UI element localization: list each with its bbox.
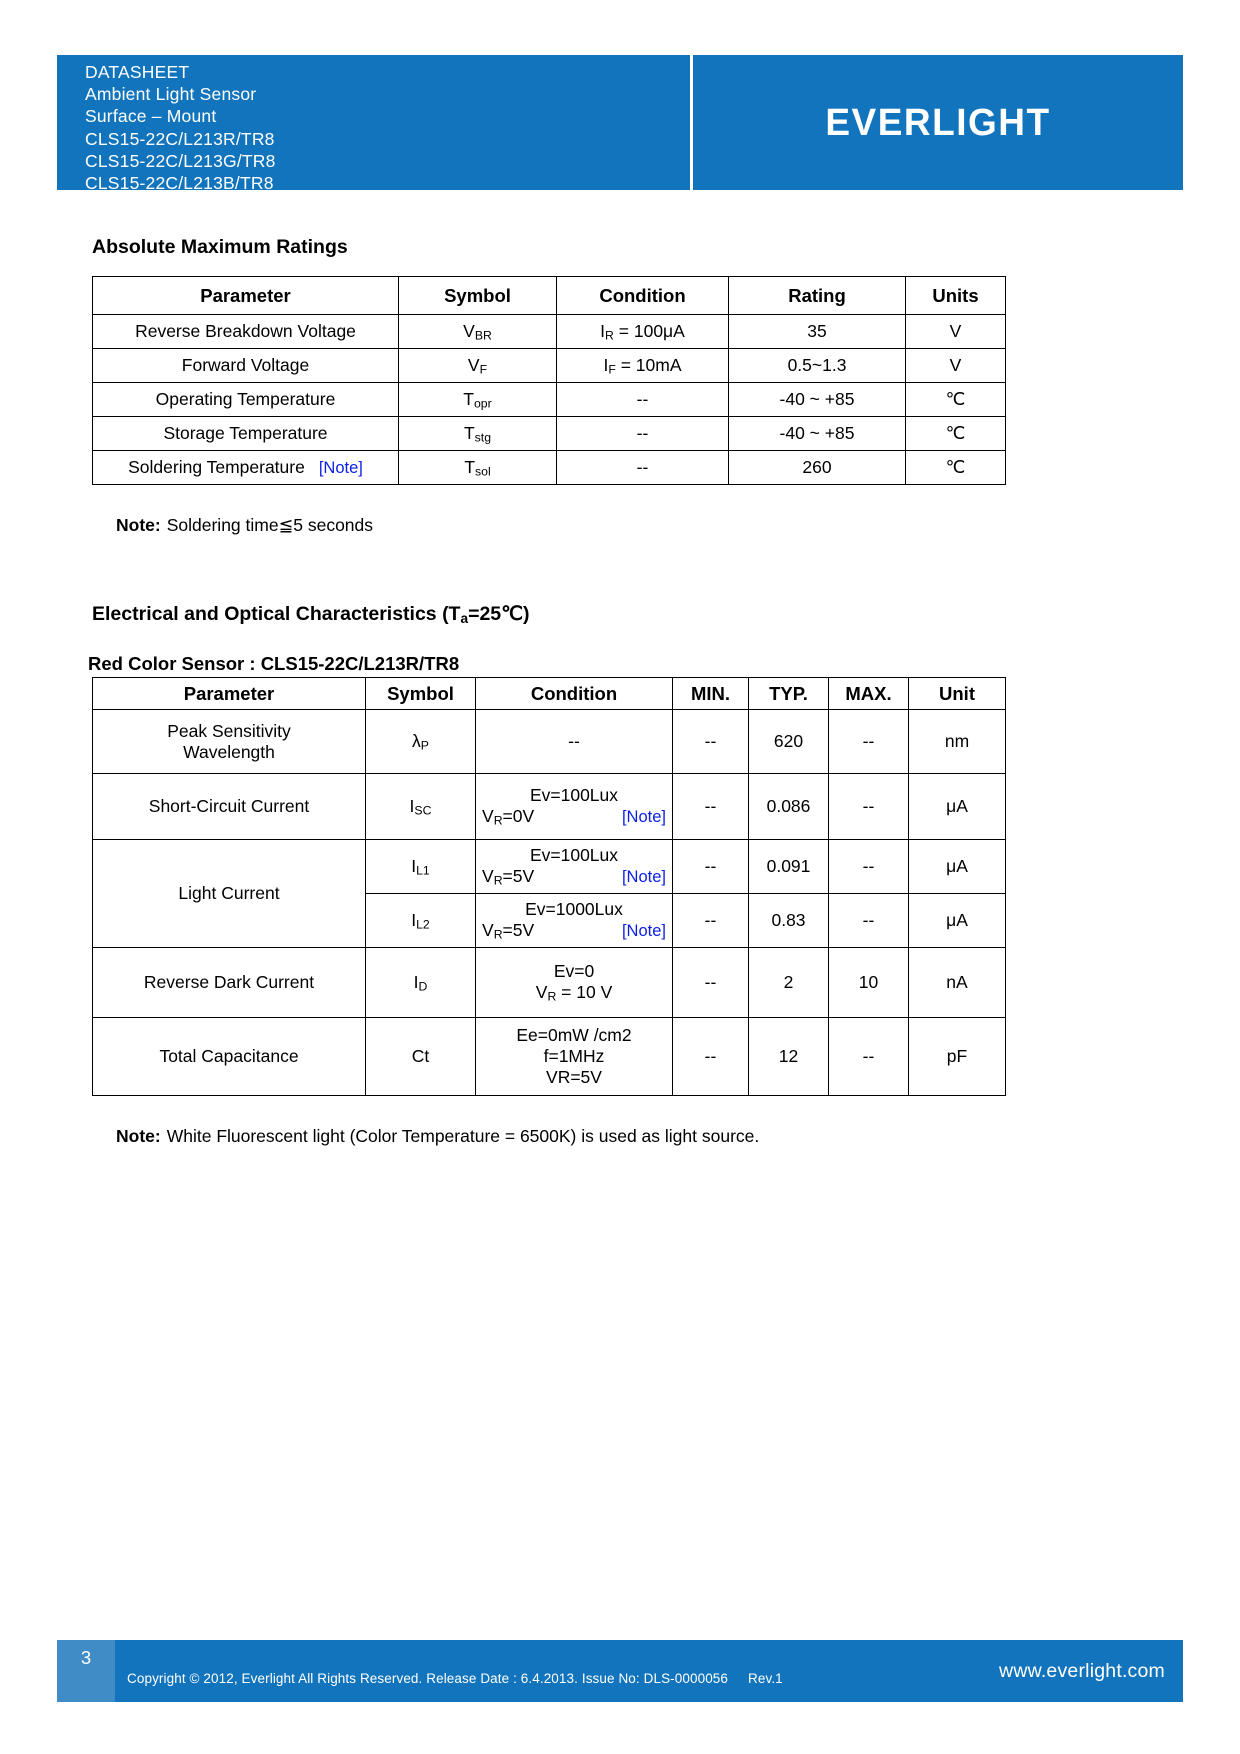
symbol-subscript: SC (414, 803, 432, 818)
unit-cell: μA (909, 840, 1006, 894)
revision-label: Rev.1 (748, 1670, 783, 1686)
min-cell: -- (673, 774, 749, 840)
condition-line2: f=1MHz (543, 1046, 605, 1066)
units-cell: ℃ (906, 383, 1006, 417)
col-header-units: Units (906, 277, 1006, 315)
condition-value: = 100μA (613, 320, 685, 341)
table-row (93, 1018, 1006, 1096)
col-header-typ: TYP. (749, 678, 829, 710)
symbol-subscript: L1 (416, 863, 430, 878)
rating-cell: 0.5~1.3 (729, 349, 906, 383)
parameter-text: Soldering Temperature (128, 457, 305, 477)
doc-type-label: DATASHEET (85, 62, 190, 82)
min-cell: -- (673, 894, 749, 948)
condition-subscript: R (605, 328, 614, 343)
condition-value: = 10mA (615, 354, 682, 375)
table-row (93, 710, 1006, 774)
condition-cell (476, 948, 673, 1018)
symbol-subscript: sol (475, 464, 491, 479)
abs-max-section-title: Absolute Maximum Ratings (92, 236, 348, 258)
table-row (93, 417, 1006, 451)
col-header-symbol: Symbol (366, 678, 476, 710)
unit-cell: nm (909, 710, 1006, 774)
condition-base: V (482, 806, 494, 827)
rating-cell: -40 ~ +85 (729, 417, 906, 451)
symbol-subscript: BR (474, 328, 492, 343)
condition-line1: Ev=100Lux (529, 785, 619, 806)
min-cell: -- (673, 1018, 749, 1096)
condition-cell (476, 774, 673, 840)
col-header-max: MAX. (829, 678, 909, 710)
units-cell: V (906, 349, 1006, 383)
condition-voltage (482, 806, 534, 828)
condition-subscript: R (493, 873, 503, 888)
elec-section-title (92, 602, 1240, 626)
product-name: Ambient Light Sensor (85, 84, 257, 105)
symbol-cell (366, 948, 476, 1018)
footer-banner (57, 1640, 1183, 1702)
condition-line1: Ev=1000Lux (525, 899, 623, 920)
table-row (93, 840, 1006, 894)
condition-cell: -- (476, 710, 673, 774)
elec-title-text: Electrical and Optical Characteristics (T (92, 603, 461, 625)
symbol-subscript: opr (473, 396, 492, 411)
rating-cell: -40 ~ +85 (729, 383, 906, 417)
condition-base: V (535, 982, 548, 1003)
min-cell: -- (673, 840, 749, 894)
parameter-cell: Reverse Breakdown Voltage (93, 315, 399, 349)
condition-base: I (603, 354, 609, 375)
condition-cell (557, 315, 729, 349)
mount-type: Surface – Mount (85, 106, 217, 127)
symbol-cell (399, 451, 557, 485)
red-sensor-subtitle: Red Color Sensor : CLS15-22C/L213R/TR8 (88, 653, 460, 674)
condition-subscript: R (493, 813, 503, 828)
symbol-cell (366, 710, 476, 774)
model-number-r: CLS15-22C/L213R/TR8 (85, 128, 275, 149)
model-number-b: CLS15-22C/L213B/TR8 (85, 173, 274, 194)
main-content (0, 190, 1240, 1147)
max-cell: -- (829, 894, 909, 948)
copyright-text (127, 1671, 999, 1686)
symbol-base: I (411, 855, 417, 876)
condition-line1: Ev=0 (553, 961, 595, 982)
symbol-cell (366, 840, 476, 894)
typ-cell: 0.086 (749, 774, 829, 840)
condition-cell: -- (557, 451, 729, 485)
table-row (93, 383, 1006, 417)
header-text-block (57, 55, 690, 194)
parameter-cell: Light Current (93, 840, 366, 948)
units-cell: ℃ (906, 417, 1006, 451)
table-row (93, 349, 1006, 383)
typ-cell: 12 (749, 1018, 829, 1096)
typ-cell: 0.83 (749, 894, 829, 948)
symbol-base: T (463, 388, 474, 409)
absolute-maximum-ratings-table (92, 276, 1006, 485)
max-cell: -- (829, 1018, 909, 1096)
condition-value: = 10 V (556, 982, 613, 1003)
max-cell: -- (829, 710, 909, 774)
condition-cell (476, 840, 673, 894)
condition-value: =0V (502, 806, 535, 827)
col-header-parameter: Parameter (93, 277, 399, 315)
rating-cell: 35 (729, 315, 906, 349)
min-cell: -- (673, 948, 749, 1018)
units-cell: V (906, 315, 1006, 349)
units-cell: ℃ (906, 451, 1006, 485)
parameter-cell (93, 451, 399, 485)
symbol-cell (366, 774, 476, 840)
unit-cell: pF (909, 1018, 1006, 1096)
website-text: www.everlight.com (999, 1659, 1165, 1682)
unit-cell: μA (909, 774, 1006, 840)
light-source-note (116, 1126, 1240, 1147)
max-cell: 10 (829, 948, 909, 1018)
condition-subscript: R (547, 989, 557, 1004)
note-text: Soldering time≦5 seconds (166, 515, 374, 535)
condition-cell (476, 894, 673, 948)
symbol-base: I (413, 971, 419, 992)
symbol-cell (399, 417, 557, 451)
symbol-base: V (463, 320, 475, 341)
note-link[interactable]: [Note] (621, 868, 666, 887)
condition-line2 (482, 866, 666, 888)
col-header-condition: Condition (557, 277, 729, 315)
page-number: 3 (57, 1640, 115, 1702)
symbol-subscript: P (420, 738, 429, 753)
condition-voltage (482, 920, 534, 942)
symbol-subscript: F (479, 362, 488, 377)
note-link[interactable]: [Note] (621, 922, 666, 941)
condition-voltage (482, 866, 534, 888)
note-link[interactable]: [Note] (318, 459, 363, 477)
symbol-base: λ (412, 730, 421, 751)
condition-base: V (482, 920, 494, 941)
condition-cell: -- (557, 417, 729, 451)
copyright-line: Copyright © 2012, Everlight All Rights Reserved. Release Date : 6.4.2013. Issue No: DLS-0000056 (127, 1670, 729, 1686)
typ-cell: 0.091 (749, 840, 829, 894)
parameter-line1: Peak Sensitivity (167, 720, 291, 741)
table-row (93, 774, 1006, 840)
max-cell: -- (829, 774, 909, 840)
symbol-base: I (409, 795, 415, 816)
condition-value: =5V (502, 920, 535, 941)
parameter-cell (93, 710, 366, 774)
note-label: Note: (116, 515, 161, 535)
parameter-cell: Storage Temperature (93, 417, 399, 451)
unit-cell: μA (909, 894, 1006, 948)
parameter-cell: Total Capacitance (93, 1018, 366, 1096)
typ-cell: 2 (749, 948, 829, 1018)
elec-title-suffix: =25℃) (468, 603, 530, 625)
col-header-condition: Condition (476, 678, 673, 710)
symbol-subscript: L2 (416, 917, 430, 932)
logo-area (693, 55, 1183, 190)
max-cell: -- (829, 840, 909, 894)
symbol-cell (399, 315, 557, 349)
symbol-subscript: D (418, 979, 428, 994)
elec-title-subscript: a (460, 611, 469, 626)
symbol-base: T (464, 456, 476, 477)
symbol-subscript: stg (474, 430, 492, 445)
note-text: White Fluorescent light (Color Temperature = 6500K) is used as light source. (166, 1126, 760, 1146)
header-banner (57, 55, 1183, 194)
table-header-row (93, 277, 1006, 315)
condition-value: =5V (502, 866, 535, 887)
typ-cell: 620 (749, 710, 829, 774)
condition-subscript: R (493, 927, 503, 942)
col-header-rating: Rating (729, 277, 906, 315)
table-header-row (93, 678, 1006, 710)
parameter-cell: Operating Temperature (93, 383, 399, 417)
symbol-base: I (411, 909, 417, 930)
note-label: Note: (116, 1126, 161, 1146)
condition-line2 (482, 806, 666, 828)
symbol-cell (366, 894, 476, 948)
table-row (93, 315, 1006, 349)
parameter-cell: Short-Circuit Current (93, 774, 366, 840)
condition-line1: Ev=100Lux (529, 845, 619, 866)
model-number-g: CLS15-22C/L213G/TR8 (85, 150, 276, 171)
condition-base: V (482, 866, 494, 887)
electrical-characteristics-table (92, 677, 1006, 1096)
condition-line1: Ee=0mW /cm2 (516, 1025, 632, 1045)
symbol-cell (399, 349, 557, 383)
symbol-base: T (463, 422, 475, 443)
parameter-cell: Forward Voltage (93, 349, 399, 383)
rating-cell: 260 (729, 451, 906, 485)
condition-cell: -- (557, 383, 729, 417)
table-row (93, 948, 1006, 1018)
col-header-min: MIN. (673, 678, 749, 710)
soldering-note (116, 515, 1240, 536)
condition-line3: VR=5V (546, 1067, 602, 1087)
condition-subscript: F (608, 362, 616, 377)
table-row (93, 451, 1006, 485)
note-link[interactable]: [Note] (621, 808, 666, 827)
col-header-parameter: Parameter (93, 678, 366, 710)
min-cell: -- (673, 710, 749, 774)
condition-line2 (482, 982, 666, 1004)
condition-cell (557, 349, 729, 383)
parameter-cell: Reverse Dark Current (93, 948, 366, 1018)
parameter-line2: Wavelength (183, 741, 275, 762)
symbol-base: V (467, 354, 480, 375)
col-header-unit: Unit (909, 678, 1006, 710)
condition-cell (476, 1018, 673, 1096)
unit-cell: nA (909, 948, 1006, 1018)
everlight-logo: EVERLIGHT (825, 101, 1051, 143)
symbol-cell (399, 383, 557, 417)
col-header-symbol: Symbol (399, 277, 557, 315)
symbol-cell: Ct (366, 1018, 476, 1096)
condition-base: I (600, 320, 606, 341)
condition-line2 (482, 920, 666, 942)
